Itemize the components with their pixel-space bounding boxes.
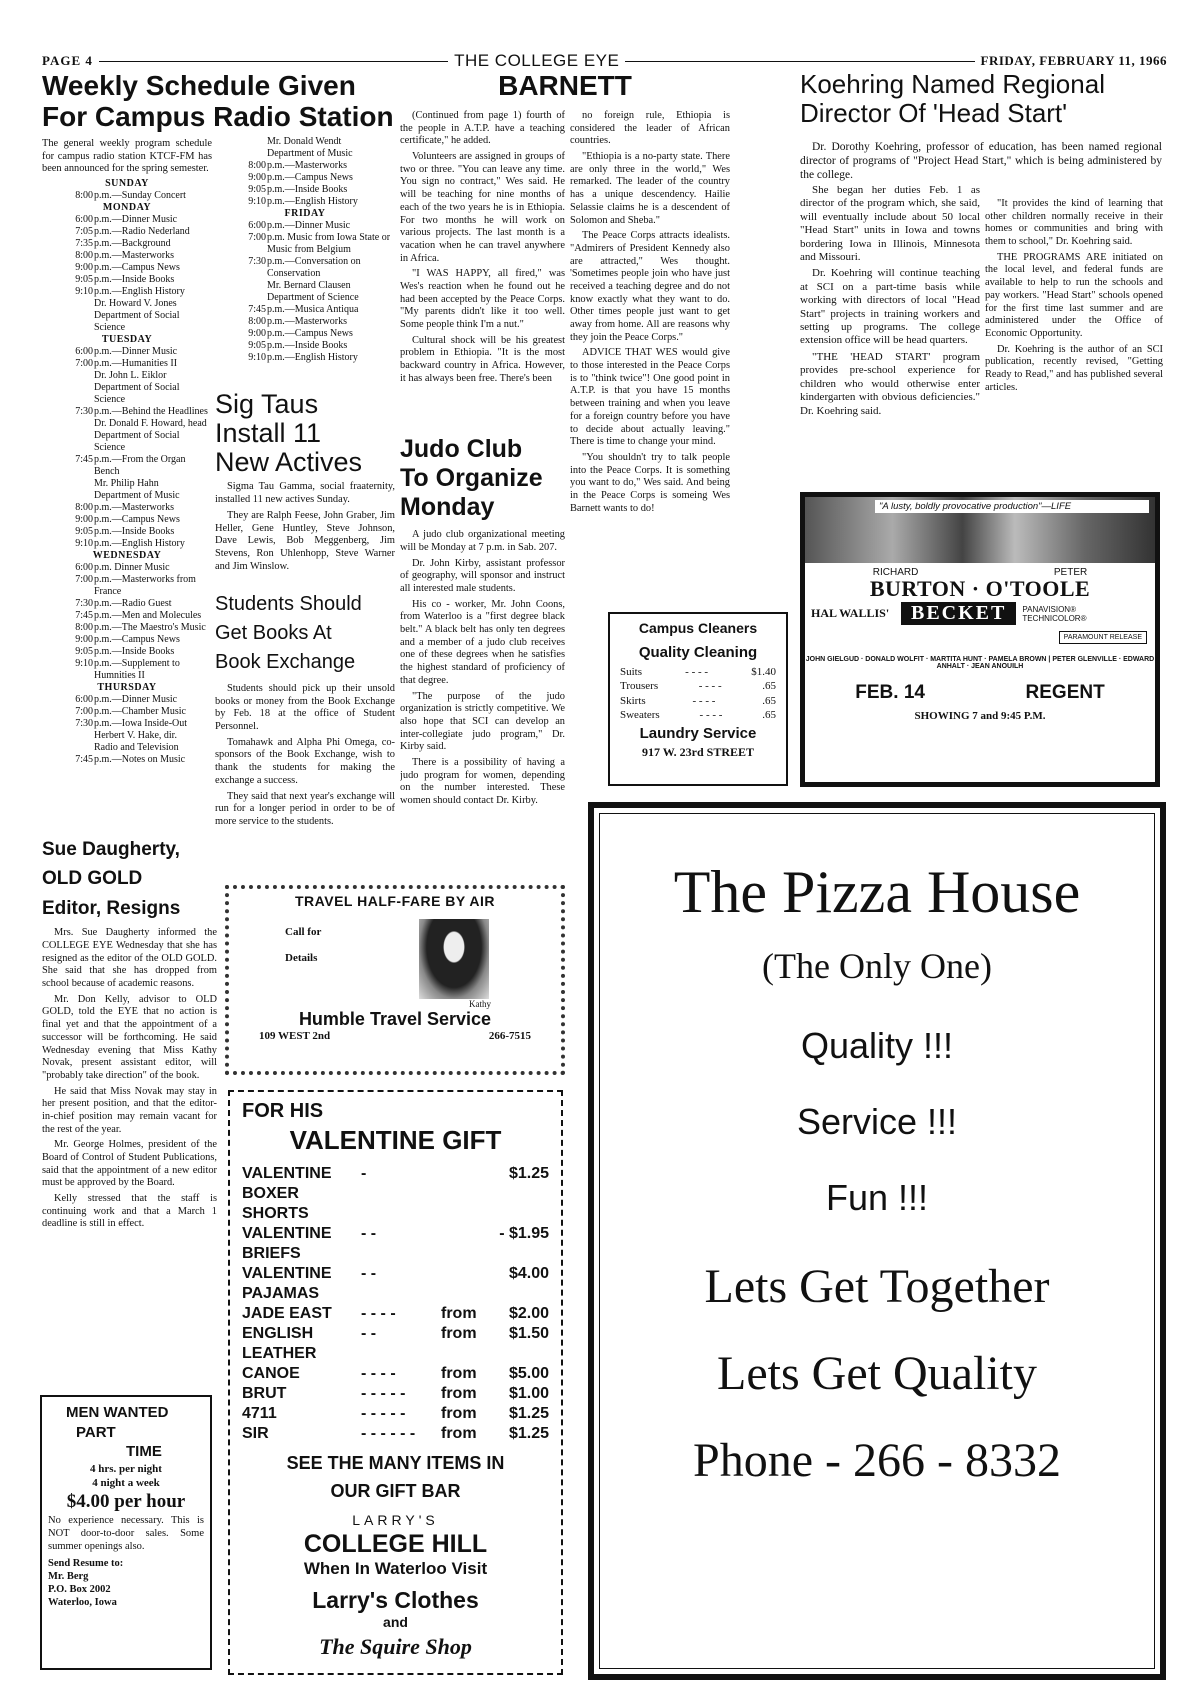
schedule-program: p.m.—Campus News [94,634,180,646]
schedule-program: p.m.—Background [94,238,171,250]
paragraph: Volunteers are assigned in groups of two or three. "You can leave any time. You sign no contract," Wes said. He will be teaching for nine months of each of the two years he is in Ethiopia. For two months he will work on various projects. The last month is a vacation when he can travel anywhere in Africa. [400,151,565,264]
gift-dashes: - - - - - - [361,1425,416,1442]
travel-agency-name: Humble Travel Service [298,1009,492,1029]
gift-name: ENGLISH LEATHER [242,1325,317,1362]
gift-from: from [441,1365,477,1382]
gift-dashes: - [361,1165,367,1182]
paragraph: Mr. George Holmes, president of the Board of Control of Student Publications, said that the appointment of a new editor must be approved by the Board. [42,1139,217,1189]
schedule-day: FRIDAY [284,208,326,219]
schedule-program: p.m.—Masterworks [94,250,174,262]
paragraph: Dr. Koehring is the author of an SCI publication, recently revised, "Getting Ready to Read," and has published several articles. [985,343,1163,393]
schedule-entry [42,262,212,274]
schedule-program: p.m.—Dinner Music [94,346,178,358]
schedule-time: 9:10 [248,352,266,363]
pay-rate: $4.00 per hour [66,1491,186,1513]
gift-name: CANOE [242,1365,300,1382]
gift-from: from [441,1425,477,1442]
schedule-program: p.m.—Inside Books [267,184,348,195]
schedule-entry [42,454,212,478]
paragraph: She began her duties Feb. 1 as director of the program which, she said, will eventually include about 50 local "Head Start" units in Iowa and towns bordering Iowa in Illinois, Minnesota and Missouri. [800,184,980,264]
paragraph: "Ethiopia is a no-party state. There are only three in the world," Wes remarked. The leader of the country has a unique descendency. Hailie Selassie claims he is a descendent of Solomon and Sheba." [570,151,730,226]
schedule-program: p.m.—The Maestro's Music [94,622,206,634]
schedule-entry [42,718,212,730]
gift-from [441,1224,485,1264]
masthead [42,50,1167,72]
barnett-headline: BARNETT [498,70,632,101]
paragraph: "The purpose of the judo organization is strictly competitive. We also hope that SCI can develop an inter-collegiate judo program," Dr. Kirby said. [400,690,565,753]
schedule-entry [42,502,212,514]
schedule-time: 6:00 [75,214,93,226]
schedule-program: p.m.—English History [94,286,185,298]
schedule-entry [42,406,212,418]
schedule-entry [215,160,395,172]
schedule-program: p.m.—Sunday Concert [94,190,186,202]
paragraph: Sigma Tau Gamma, social fraaternity, installed 11 new actives Sunday. [215,481,395,506]
schedule-entry [215,172,395,184]
schedule-note: Department of Music [94,490,180,502]
page-number: PAGE 4 [42,53,93,68]
paragraph: no foreign rule, Ethiopia is considered the leader of African countries. [570,110,730,147]
schedule-time: 9:05 [248,184,266,195]
schedule-time: 7:45 [75,754,93,766]
schedule-entry [215,220,395,232]
schedule-entry [42,190,212,202]
gift-price: $1.25 [508,1405,549,1422]
price-item: Suits - - - - $1.40 [620,666,776,678]
schedule-entry [42,634,212,646]
koehring-headline: Koehring Named Regional Director Of 'Head Start' [800,70,1105,129]
movie-title: BECKET [901,602,1016,625]
paragraph: Mr. Don Kelly, advisor to OLD GOLD, told the EYE that no action is final yet and that the appointment of a successor will be forthcoming. He said Wednesday evening that Miss Kathy Novak, present assistant editor, will "probably take direction" of the book. [42,993,217,1081]
paragraph: "You shouldn't try to talk people into the Peace Corps. It is something you want to do," Wes said. And being in the Peace Corps is someing Wes Barnett wants to do! [570,451,730,514]
item-price: $1.40 [751,666,776,678]
gift-item [242,1404,549,1424]
schedule-time: 8:00 [248,316,266,327]
sue-headline: Sue Daugherty, OLD GOLD Editor, Resigns [42,839,181,919]
item-price: .65 [762,680,776,693]
gift-from: from [441,1305,477,1322]
radio-intro: The general weekly program schedule for campus radio station KTCF-FM has been announced for the spring semester. [42,138,212,175]
schedule-time: 7:00 [75,706,93,718]
schedule-program: p.m.—Masterworks from France [94,574,196,598]
squire-shop-logo: The Squire Shop [319,1633,472,1659]
schedule-time: 8:00 [75,502,93,514]
schedule-time: 7:00 [75,574,93,586]
schedule-time: 8:00 [75,622,93,634]
schedule-entry [42,658,212,682]
koehring-lede [800,140,1162,185]
schedule-time: 9:00 [75,514,93,526]
schedule-time: 7:35 [75,238,93,250]
schedule-entry [42,526,212,538]
price-list [620,665,776,722]
schedule-entry [42,754,212,766]
schedule-time: 9:10 [75,538,93,550]
schedule-program: p.m.—Campus News [94,514,180,526]
gift-dashes: - - - - [361,1365,396,1382]
travel-agent-photo [419,919,489,999]
koehring-col2 [985,198,1163,488]
gift-price: $4.00 [508,1265,549,1282]
schedule-entry [215,304,395,316]
gift-item [242,1384,549,1404]
schedule-entry [215,256,395,280]
schedule-program: p.m.—Musica Antiqua [267,304,359,315]
schedule-note: Department of Social [94,310,180,322]
pizza-phone: Phone - 266 - 8332 [693,1434,1061,1487]
gift-from: from [441,1385,477,1402]
gift-price: - $1.95 [499,1225,549,1242]
schedule-entry [42,574,212,598]
schedule-time: 9:00 [75,262,93,274]
gift-price: $5.00 [508,1365,549,1382]
schedule-program: p.m. Dinner Music [94,562,170,574]
schedule-note: Dr. John L. Eiklor [94,370,167,382]
paragraph: Students should pick up their unsold books or money from the Book Exchange by Feb. 18 at the office of Student Personnel. [215,683,395,733]
schedule-program: p.m. Music from Iowa State or Music from Belgium [267,232,391,255]
schedule-entry [215,196,395,208]
pizza-house-ad: The Pizza House (The Only One) Quality !!! Service !!! Fun !!! Lets Get Together Lets Get Quality Phone - 266 - 8332 [588,802,1166,1680]
paragraph: Mrs. Sue Daugherty informed the COLLEGE EYE Wednesday that she has resigned as the editor of the OLD GOLD. She said that she has dropped from school because of academic reasons. [42,927,217,990]
gift-name: VALENTINE BRIEFS [242,1225,332,1262]
schedule-time: 9:00 [248,328,266,339]
schedule-program: p.m.—Inside Books [267,340,348,351]
gift-from [441,1264,485,1304]
schedule-entry [42,226,212,238]
item-name: Trousers [620,680,659,693]
schedule-time: 9:10 [75,286,93,298]
schedule-entry [42,706,212,718]
gift-name: 4711 [242,1405,277,1422]
schedule-entry [42,514,212,526]
paragraph: Tomahawk and Alpha Phi Omega, co-sponsors of the Book Exchange, wish to thank the students for making the exchange a success. [215,736,395,786]
schedule-note: Science [94,442,126,454]
gift-item [242,1304,549,1324]
schedule-time: 9:05 [75,274,93,286]
books-article [215,590,395,850]
schedule-program: p.m.—Radio Guest [94,598,172,610]
paragraph: "It provides the kind of learning that other children normally receive in their homes or communities and bring with them to school," Dr. Koehring said. [985,198,1163,248]
schedule-time: 6:00 [248,220,266,231]
paragraph: A judo club organizational meeting will be Monday at 7 p.m. in Sab. 207. [400,529,565,553]
schedule-note: Department of Music [267,148,353,159]
item-name: Suits [620,666,643,678]
paragraph: The Peace Corps attracts idealists. "Admirers of President Kennedy also are attracted," Wes thought. 'Sometimes people join who have just received a teaching degree and do not know exactly what they want to do. Other times people just want to get away from home. All are reasons why they join the Peace Corps." [570,230,730,343]
schedule-entry [42,358,212,370]
paragraph: Dr. John Kirby, assistant professor of geography, will sponsor and instruct all interested male students. [400,557,565,594]
schedule-list [42,178,212,766]
travel-ad: TRAVEL HALF-FARE BY AIR Call for Details Kathy Humble Travel Service 109 WEST 2nd 266-7515 [225,885,565,1075]
schedule-time: 7:30 [75,598,93,610]
gift-name: SIR [242,1425,269,1442]
gift-item [242,1264,549,1304]
schedule-entry [42,274,212,286]
schedule-program: p.m.—Campus News [94,262,180,274]
price-item: Trousers - - - - .65 [620,680,776,693]
gift-price: $1.00 [508,1385,549,1402]
schedule-entry [42,238,212,250]
schedule-entry [215,352,395,364]
gift-item [242,1164,549,1224]
schedule-time: 7:45 [75,610,93,622]
schedule-program: p.m.—Campus News [267,328,353,339]
schedule-note: Science [94,394,126,406]
schedule-time: 7:45 [248,304,266,315]
radio-schedule-col2 [215,136,395,391]
radio-headline: Weekly Schedule Given For Campus Radio Station [42,70,394,133]
schedule-entry [42,610,212,622]
schedule-note: Mr. Donald Wendt [267,136,342,147]
schedule-day: WEDNESDAY [92,550,162,562]
schedule-program: p.m.—Radio Nederland [94,226,190,238]
schedule-time: 7:00 [75,358,93,370]
schedule-program: p.m.—Dinner Music [267,220,351,231]
gift-dashes: - - [361,1265,377,1282]
schedule-time: 9:00 [75,634,93,646]
movie-photo: "A lusty, boldly provocative production"—LIFE [805,497,1155,563]
schedule-entry [215,340,395,352]
schedule-day: THURSDAY [97,682,157,694]
schedule-entry [42,250,212,262]
sigtau-headline: Sig Taus Install 11 New Actives [215,390,363,478]
schedule-note: Mr. Bernard Clausen [267,280,351,291]
gift-dashes: - - - - - [361,1385,406,1402]
judo-headline: Judo Club To Organize Monday [400,435,543,521]
schedule-note: Herbert V. Hake, dir. [94,730,177,742]
schedule-program: p.m.—Behind the Headlines [94,406,208,418]
books-headline: Students Should Get Books At Book Exchange [215,593,362,673]
sue-article [42,835,217,1380]
schedule-entry [42,694,212,706]
schedule-time: 6:00 [75,562,93,574]
schedule-program: p.m.—Inside Books [94,274,175,286]
price-item: Sweaters - - - - .65 [620,708,776,721]
schedule-program: p.m.—Conversation on Conservation [267,256,361,279]
gift-price: $1.50 [508,1325,549,1342]
paragraph: Kelly stressed that the staff is continuing work and that a March 1 deadline is still in effect. [42,1193,217,1230]
schedule-entry [215,184,395,196]
schedule-entry [42,598,212,610]
schedule-time: 8:00 [248,160,266,171]
schedule-entry [42,214,212,226]
schedule-time: 9:10 [248,196,266,207]
paragraph: They said that next year's exchange will run for a longer period in order to be of more service to the students. [215,790,395,827]
schedule-program: p.m.—Supplement to Humnities II [94,658,180,682]
schedule-time: 7:30 [75,718,93,730]
schedule-program: p.m.—Humanities II [94,358,178,370]
schedule-entry [42,346,212,358]
schedule-note: Department of Science [267,292,359,303]
schedule-program: p.m.—Masterworks [267,316,347,327]
gift-price: $1.25 [508,1425,549,1442]
gift-name: VALENTINE PAJAMAS [242,1265,332,1302]
valentine-gift-ad: FOR HIS VALENTINE GIFT VALENTINE BOXER SHORTS - $1.25 VALENTINE BRIEFS - - - $1.95 VALENTINE PAJAMAS - - $4.00 JADE EAST - - - - from $2.00 ENGLISH LEATHER - - from $1.50 CANOE - - - - from $5.00 BRUT - - - - - from $1.00 4711 - - - - - from $1.25 SIR - - - - - - from $1.25 SEE THE MANY ITEMS IN OUR GIFT BAR LARRY'S COLLEGE HILL When In Waterloo Visit Larry's Clothes and The Squire Shop [228,1090,563,1675]
schedule-note: Dr. Donald F. Howard, head [94,418,207,430]
schedule-entry [215,316,395,328]
paragraph: Dr. Koehring will continue teaching at SCI on a part-time basis while working with directors of local "Head Start" projects in training workers and setting up programs. The college extension office will be head quarters. [800,267,980,347]
schedule-program: p.m.—Notes on Music [94,754,186,766]
gift-from: from [441,1325,477,1342]
becket-ad: "A lusty, boldly provocative production"—LIFE RICHARD PETER BURTON · O'TOOLE HAL WALLIS' BECKET PANAVISION® TECHNICOLOR® PARAMOUNT RELEASE JOHN GIELGUD · DONALD WOLFIT · MARTITA HUNT · PAMELA BROWN | PETER GLENVILLE · EDWARD ANHALT · JEAN ANOUILH FEB. 14 REGENT SHOWING 7 and 9:45 P.M. [800,492,1160,787]
paragraph: They are Ralph Feese, John Graber, Jim Heller, Gene Huntley, Steve Johnson, Dave Lewis, Bob Meggenberg, Jim Stevens, Ron Uhlenhopp, Steve Warner and Jim Winslow. [215,509,395,572]
schedule-program: p.m.—Men and Molecules [94,610,202,622]
schedule-time: 7:30 [75,406,93,418]
schedule-program: p.m.—Dinner Music [94,214,178,226]
schedule-time: 8:00 [75,250,93,262]
schedule-time: 6:00 [75,346,93,358]
gift-dashes: - - [361,1225,377,1242]
schedule-program: p.m.—Inside Books [94,646,175,658]
gift-dashes: - - - - [361,1305,396,1322]
gift-price-list [242,1164,549,1444]
schedule-entry [215,232,395,256]
schedule-time: 7:30 [248,256,266,267]
gift-from [441,1164,485,1224]
schedule-note: Mr. Philip Hahn [94,478,159,490]
schedule-time: 7:45 [75,454,93,466]
barnett-col1 [400,110,565,435]
schedule-note: Dr. Howard V. Jones [94,298,177,310]
schedule-entry [42,286,212,298]
item-price: .65 [762,694,776,707]
schedule-entry [42,538,212,550]
barnett-col2 [570,110,730,650]
schedule-day: MONDAY [102,202,152,214]
judo-article [400,435,565,855]
paper-name: THE COLLEGE EYE [454,51,620,70]
gift-item [242,1224,549,1264]
gift-name: BRUT [242,1385,287,1402]
schedule-program: p.m.—Iowa Inside-Out [94,718,188,730]
paragraph: THE PROGRAMS ARE initiated on the local level, and federal funds are available to help to run the schools and pay workers. "Head Start" schools opened for the first time last summer and are administered under the Office of Economic Opportunity. [985,251,1163,339]
schedule-note: Radio and Television [94,742,179,754]
paragraph: There is a possibility of having a judo program for women, depending on the number interested. These women should contact Dr. Kirby. [400,756,565,806]
schedule-program: p.m.—Campus News [267,172,353,183]
pizza-house-title: The Pizza House [673,859,1081,925]
paragraph: Cultural shock will be his greatest problem in Ethiopia. "It is the most backward country in Africa. However, it has always been free. There's been [400,334,565,384]
paragraph: He said that Miss Novak may stay in her present position, and that the editor-in-chief position may remain vacant for the rest of the year. [42,1085,217,1135]
paragraph: "THE 'HEAD START' program provides pre-school experience for children who would otherwise enter kindergarten with obvious deficiencies." Dr. Koehring said. [800,350,980,417]
schedule-list [215,136,395,364]
schedule-program: p.m.—From the Organ Bench [94,454,186,478]
koehring-col1 [800,184,980,484]
schedule-time: 9:00 [248,172,266,183]
schedule-entry [215,328,395,340]
issue-date: FRIDAY, FEBRUARY 11, 1966 [980,53,1167,68]
schedule-entry [42,622,212,634]
schedule-time: 9:05 [248,340,266,351]
price-item: Skirts - - - - .65 [620,694,776,707]
radio-schedule-col1 [42,138,212,838]
gift-item [242,1324,549,1364]
schedule-program: p.m.—Chamber Music [94,706,186,718]
schedule-time: 9:05 [75,526,93,538]
schedule-program: p.m.—Masterworks [267,160,347,171]
schedule-time: 7:05 [75,226,93,238]
schedule-entry [42,562,212,574]
gift-from: from [441,1405,477,1422]
schedule-time: 9:10 [75,658,93,670]
sigtau-article [215,390,395,590]
paramount-logo: PARAMOUNT RELEASE [1059,631,1147,644]
schedule-note: Department of Social [94,382,180,394]
cleaners-ad: Campus Cleaners Quality Cleaning Suits - - - - $1.40 Trousers - - - - .65 Skirts - - - - .65 Sweaters - - - - .65 Laundry Service 917 W. 23rd STREET [608,612,788,786]
schedule-day: SUNDAY [105,178,149,190]
paragraph: (Continued from page 1) fourth of the people in A.T.P. have a teaching certificate," he added. [400,110,565,147]
schedule-time: 7:00 [248,232,266,243]
gift-name: JADE EAST [242,1305,332,1322]
schedule-program: p.m.—English History [267,352,358,363]
item-name: Skirts [620,694,646,707]
gift-item [242,1424,549,1444]
schedule-program: p.m.—Dinner Music [94,694,178,706]
schedule-program: p.m.—English History [94,538,185,550]
gift-item [242,1364,549,1384]
paragraph: ADVICE THAT WES would give to those interested in the Peace Corps is to "think twice"! One good point in A.T.P. is that you have 15 months between training and when you leave for a foreign country before you have to decide about actually leaving." There is time to change your mind. [570,347,730,448]
schedule-time: 9:05 [75,646,93,658]
schedule-day: TUESDAY [101,334,153,346]
item-price: .65 [762,708,776,721]
schedule-program: p.m.—English History [267,196,358,207]
schedule-note: Department of Social [94,430,180,442]
gift-name: VALENTINE BOXER SHORTS [242,1165,332,1222]
paragraph: "I WAS HAPPY, all fired," was Wes's reaction when he found out he had been accepted by the Peace Corps. "My parents didn't like it too well. Some people think I'm a nut." [400,268,565,330]
schedule-program: p.m.—Masterworks [94,502,174,514]
schedule-note: Science [94,322,126,334]
item-name: Sweaters [620,708,660,721]
schedule-time: 6:00 [75,694,93,706]
schedule-program: p.m.—Inside Books [94,526,175,538]
schedule-entry [42,646,212,658]
gift-price: $1.25 [508,1165,549,1182]
paragraph: Dr. Dorothy Koehring, professor of education, has been named regional director of programs of "Project Head Start," which is being administered by the college. [800,141,1162,182]
men-wanted-ad: MEN WANTED PART TIME 4 hrs. per night 4 night a week $4.00 per hour No experience necessary. This is NOT door-to-door sales. Some summer openings also. Send Resume to: Mr. Berg P.O. Box 2002 Waterloo, Iowa [40,1395,212,1670]
gift-dashes: - - - - - [361,1405,406,1422]
gift-dashes: - - [361,1325,377,1342]
schedule-time: 8:00 [75,190,93,202]
paragraph: His co - worker, Mr. John Coons, from Waterloo is a "first degree black belt." A black belt has only ten degrees and a member of a judo club receives one of these degrees when he satisfies the highest standard of proficiency of that degree. [400,598,565,686]
gift-price: $2.00 [508,1305,549,1322]
